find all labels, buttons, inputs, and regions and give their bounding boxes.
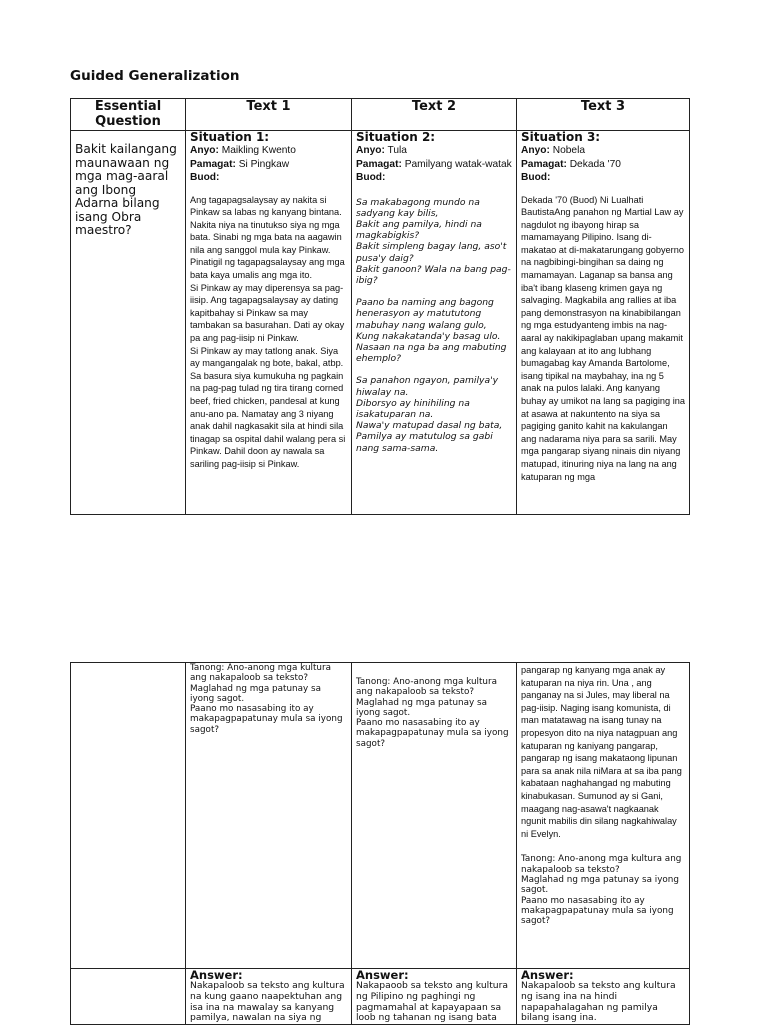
text1-question: Tanong: Ano-anong mga kultura ang nakapaloob sa teksto? Maglahad ng mga patunay sa iyong sagot. Paano mo nasasabing ito ay makapagpapatunay mula sa iyong sagot? xyxy=(190,663,343,735)
text2-pamagat: Pamagat: Pamilyang watak-watak xyxy=(356,158,512,170)
answer-cell-empty xyxy=(71,969,186,1025)
page-heading: Guided Generalization xyxy=(70,68,240,84)
poem-stanza-2: Paano ba naming ang bagong henerasyon ay matututong mabuhay nang walang gulo, Kung nakakatanda'y basag ulo. Nasaan na nga ba ang mabuting ehemplo? xyxy=(356,297,507,365)
answer-label-1: Answer: xyxy=(190,968,243,982)
situation-1-label: Situation 1: xyxy=(190,130,270,144)
text1-pamagat: Pamagat: Si Pingkaw xyxy=(190,158,290,170)
text2-anyo: Anyo: Tula xyxy=(356,145,407,156)
poem-stanza-1: Sa makabagong mundo na sadyang kay bilis, Bakit ang pamilya, hindi na magkabigkis? Bakit simpleng bagay lang, aso't pusa'y daig? Bakit ganoon? Wala na bang pag-ibig? xyxy=(356,196,511,286)
text1-summary: Ang tagapagsalaysay ay nakita si Pinkaw sa labas ng kanyang bintana. Nakita niya na tinutukso siya ng mga bata. Sinabi ng mga bata na aagawin nila ang sanggol mula kay Pinkaw. Pinatigil ng tagapagsalaysay ang mga bata kaya umalis ang mga ito. Si Pinkaw ay may diperensya sa pag-iisip. Ang tagapagsalaysay ay dating kapitbahay si Pinkaw sa may tambakan sa basurahan. Dati ay okay pa ang pag-iisip ni Pinkaw. Si Pinkaw ay may tatlong anak. Siya ay mangangalak ng bote, bakal, atbp. Sa basura siya kumukuha ng pagkain na pag-pag tulad ng tira tirang corned beef, fried chicken, pandesal at kung anu-ano pa. Namatay ang 3 niyang anak dahil nagkasakit sila at hindi sila tinagap sa ospital dahil walang pera si Pinkaw. Dahil doon ay nawala sa sariling pag-iisip si Pinkaw. xyxy=(190,194,346,469)
text3-answer-cell xyxy=(517,969,690,1025)
text3-question-cell xyxy=(517,663,690,969)
header-text-3: Text 3 xyxy=(517,99,690,131)
essential-question-cell-empty xyxy=(71,663,186,969)
text3-question: Tanong: Ano-anong mga kultura ang nakapaloob sa teksto? Maglahad ng mga patunay sa iyong sagot. Paano mo nasasabing ito ay makapagpapatunay mula sa iyong sagot? xyxy=(521,854,682,927)
text3-answer: Nakapaloob sa teksto ang kultura ng isang ina na hindi napapahalagahan ng pamilya bilang isang ina. xyxy=(521,980,676,1024)
text3-summary: Dekada '70 (Buod) Ni Lualhati BautistaAng panahon ng Martial Law ay nagdulot ng ibayong hirap sa mamamayang Pilipino. Isang di-makatao at di-makatarungang gobyerno na nagbibingi-bingihan sa daing ng mamamayan. Laganap sa bansa ang iba't ibang klaseng krimen gaya ng salvaging. Magkabila ang rallies at iba pang demonstrasyon na kinabibilangan ng mga estudyanteng imbis na nag-aaral ay nakikipaglaban upang makamit ang kalayaan at ito ang lubhang bumagabag kay Amanda Bartolome, isang tipikal na maybahay, ina ng 5 anak na pulos lalaki. Ang kanyang buhay ay umikot na lang sa pagiging ina at asawa at nakuntento na siya sa pagiging ganito kahit na kakulangan ang nadarama niya para sa sarili. May mga pangarap siyang ninais din niyang matupad, itinuring niya na lang na ang katuparan ng mga xyxy=(521,194,685,482)
text2-answer-cell xyxy=(352,969,517,1025)
situation-2-label: Situation 2: xyxy=(356,130,436,144)
text3-summary-continued: pangarap ng kanyang mga anak ay katuparan na niya rin. Una , ang panganay na si Jules, may liberal na pag-iisip. Naging isang komunista, di man matatawag na isang tunay na propesyon dito na niya natagpuan ang katuparan ng kaniyang pangarap, pangarap ng isang makataong lipunan para sa anak nila niMara at sa iba pang kabataan naghahangad ng mabuting kinabukasan. Sumunod ay si Gani, maagang nag-asawa't nagkaanak ngunit mabilis din silang nagkahiwalay ni Evelyn. xyxy=(521,665,682,839)
generalization-table-continued xyxy=(70,662,690,1025)
essential-question-cell: Bakit kailangang maunawaan ng mga mag-aaral ang Ibong Adarna bilang isang Obra maestro? xyxy=(71,131,186,515)
text1-answer-cell xyxy=(186,969,352,1025)
text1-cell xyxy=(186,131,352,515)
answer-label-2: Answer: xyxy=(356,968,409,982)
header-essential-question: Essential Question xyxy=(71,99,186,131)
text2-question-cell xyxy=(352,663,517,969)
text3-pamagat: Pamagat: Dekada '70 xyxy=(521,158,621,170)
text2-cell xyxy=(352,131,517,515)
text2-answer: Nakapaoob sa teksto ang kultura ng Pilipino ng paghingi ng pagmamahal at kapayapaan sa loob ng tahanan ng isang bata xyxy=(356,980,509,1024)
text3-anyo: Anyo: Nobela xyxy=(521,145,586,156)
header-text-2: Text 2 xyxy=(352,99,517,131)
text1-answer: Nakapaloob sa teksto ang kultura na kung gaano naapektuhan ang isa ina na mawalay sa kanyang pamilya, nawalan na siya ng xyxy=(190,980,345,1024)
text2-buod-label: Buod: xyxy=(356,172,386,183)
poem-stanza-3: Sa panahon ngayon, pamilya'y hiwalay na. Diborsyo ay hinihiling na isakatuparan na. Nawa'y matupad dasal ng bata, Pamilya ay matutulog sa gabi nang sama-sama. xyxy=(356,375,503,454)
text1-question-cell xyxy=(186,663,352,969)
text3-buod-label: Buod: xyxy=(521,172,551,183)
situation-3-label: Situation 3: xyxy=(521,130,601,144)
answer-label-3: Answer: xyxy=(521,968,574,982)
header-text-1: Text 1 xyxy=(186,99,352,131)
generalization-table xyxy=(70,98,690,515)
text3-cell xyxy=(517,131,690,515)
text2-question: Tanong: Ano-anong mga kultura ang nakapaloob sa teksto? Maglahad ng mga patunay sa iyong sagot. Paano mo nasasabing ito ay makapagpapatunay mula sa iyong sagot? xyxy=(356,677,509,749)
text1-anyo: Anyo: Maikling Kwento xyxy=(190,145,296,156)
text1-buod-label: Buod: xyxy=(190,172,220,183)
